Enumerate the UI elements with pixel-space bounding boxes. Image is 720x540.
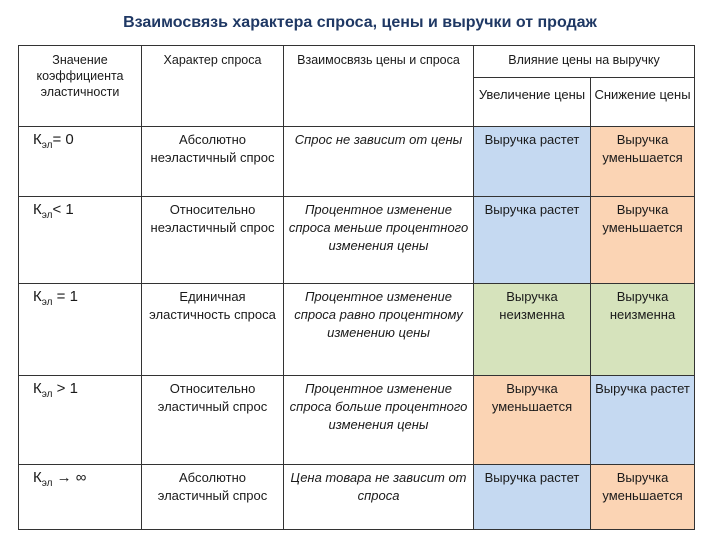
price-increase-effect-cell: Выручка неизменна <box>474 284 591 375</box>
price-increase-effect-cell: Выручка уменьшается <box>474 375 591 464</box>
table-row <box>19 126 695 196</box>
header-coefficient: Значение коэффициента эластичности <box>19 46 142 127</box>
header-price-demand-relation: Взаимосвязь цены и спроса <box>284 46 474 127</box>
coefficient-cell: $К_{эл}= 0$ <box>19 126 142 196</box>
price-decrease-effect-cell: Выручка уменьшается <box>591 197 695 284</box>
price-decrease-effect-cell: Выручка уменьшается <box>591 126 695 196</box>
header-price-decrease: Снижение цены <box>591 77 695 126</box>
price-increase-effect-cell: Выручка растет <box>474 465 591 530</box>
demand-nature-cell: Абсолютно неэластичный спрос <box>142 126 284 196</box>
table-row <box>19 465 695 530</box>
demand-nature-cell: Единичная эластичность спроса <box>142 284 284 375</box>
price-demand-relation-cell: Спрос не зависит от цены <box>284 126 474 196</box>
header-price-increase: Увеличение цены <box>474 77 591 126</box>
price-decrease-effect-cell: Выручка растет <box>591 375 695 464</box>
price-increase-effect-cell: Выручка растет <box>474 126 591 196</box>
coefficient-cell: $К_{эл} = 1$ <box>19 284 142 375</box>
price-increase-effect-cell: Выручка растет <box>474 197 591 284</box>
demand-nature-cell: Относительно эластичный спрос <box>142 375 284 464</box>
table-row <box>19 375 695 464</box>
coefficient-cell: $К_{эл} > 1$ <box>19 375 142 464</box>
elasticity-table <box>18 45 695 530</box>
table-row <box>19 284 695 375</box>
price-decrease-effect-cell: Выручка уменьшается <box>591 465 695 530</box>
demand-nature-cell: Абсолютно эластичный спрос <box>142 465 284 530</box>
price-demand-relation-cell: Процентное изменение спроса равно процентному изменению цены <box>284 284 474 375</box>
header-price-effect-on-revenue: Влияние цены на выручку <box>474 46 695 78</box>
price-demand-relation-cell: Процентное изменение спроса больше процентного изменения цены <box>284 375 474 464</box>
price-demand-relation-cell: Цена товара не зависит от спроса <box>284 465 474 530</box>
coefficient-cell: $К_{эл}< 1$ <box>19 197 142 284</box>
demand-nature-cell: Относительно неэластичный спрос <box>142 197 284 284</box>
price-demand-relation-cell: Процентное изменение спроса меньше процентного изменения цены <box>284 197 474 284</box>
coefficient-cell: $К_{эл}$ → ∞ <box>19 465 142 530</box>
price-decrease-effect-cell: Выручка неизменна <box>591 284 695 375</box>
header-demand-nature: Характер спроса <box>142 46 284 127</box>
page-title: Взаимосвязь характера спроса, цены и выручки от продаж <box>123 14 597 31</box>
table-row <box>19 197 695 284</box>
